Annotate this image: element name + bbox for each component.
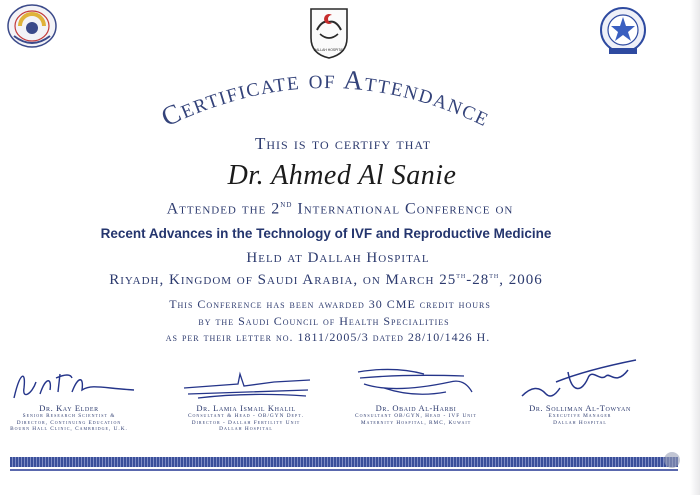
signatory-role: Senior Research Scientist & — [22, 413, 116, 419]
attended-before: Attended the 2 — [166, 200, 281, 218]
signatory-role: Dallah Hospital — [219, 426, 273, 432]
location-line — [0, 270, 676, 289]
corner-stamp-mark — [664, 452, 680, 468]
signatory-role: Director - Dallah Fertility Unit — [191, 419, 301, 426]
signatory-name: Dr. Kay Elder — [39, 403, 99, 413]
signatory-name: Dr. Obaid Al-Harbi — [375, 403, 457, 413]
signatory-block — [6, 403, 132, 433]
cme-line-3: as per their letter no. 1811/2005/3 dated 28/10/1426 H. — [165, 330, 491, 344]
location-after: , 2006 — [499, 272, 543, 288]
page-edge-shadow — [690, 0, 700, 495]
attended-after: International Conference on — [292, 200, 514, 218]
bottom-border-bar — [10, 457, 678, 467]
signatory-role: Dallah Hospital — [553, 419, 607, 426]
signatory-name: Dr. Solliman Al-Towyan — [529, 403, 631, 413]
location-sup1: th — [456, 270, 467, 280]
certificate-title-text: Certificate of Attendance — [156, 63, 496, 133]
held-line: Held at Dallah Hospital — [246, 250, 430, 266]
location-mid: -28 — [466, 272, 490, 288]
signatory-block — [348, 403, 484, 426]
signatory-role: Consultant OB/GYN, Head - IVF Unit — [355, 413, 477, 419]
bottom-border-rule — [10, 469, 678, 471]
signatory-role: Bourn Hall Clinic, Cambridge, U.K. — [10, 426, 128, 432]
conference-title: Recent Advances in the Technology of IVF and Reproductive Medicine — [100, 226, 552, 241]
location-before: Riyadh, Kingdom of Saudi Arabia, on March 25 — [109, 272, 457, 288]
certify-line: This is to certify that — [254, 134, 432, 153]
signatory-name: Dr. Lamia Ismail Khalil — [196, 403, 296, 413]
signature-solliman-altowyan — [516, 352, 646, 402]
signatory-block — [510, 403, 650, 426]
cme-line-1: This Conference has been awarded 30 CME credit hours — [169, 297, 491, 311]
location-sup2: th — [489, 270, 500, 280]
signatory-block — [176, 403, 316, 433]
signature-lamia-khalil — [178, 368, 318, 402]
recipient-name: Dr. Ahmed Al Sanie — [227, 160, 457, 191]
attended-sup: nd — [280, 199, 293, 210]
cme-line-2: by the Saudi Council of Health Specialities — [198, 314, 450, 328]
signature-kay-elder — [10, 364, 140, 404]
signatory-role: Director, Continuing Education — [16, 419, 122, 426]
signature-obaid-alharbi — [354, 362, 478, 404]
attended-line — [0, 199, 690, 218]
signatory-role: Maternity Hospital, RMC, Kuwait — [360, 419, 472, 426]
certificate-title — [157, 64, 496, 132]
crest-caption: DALLAH HOSPITAL — [313, 48, 345, 52]
signatory-role: Consultant & Head - OB/GYN Dept. — [188, 413, 304, 419]
signatory-role: Executive Manager — [548, 413, 612, 419]
